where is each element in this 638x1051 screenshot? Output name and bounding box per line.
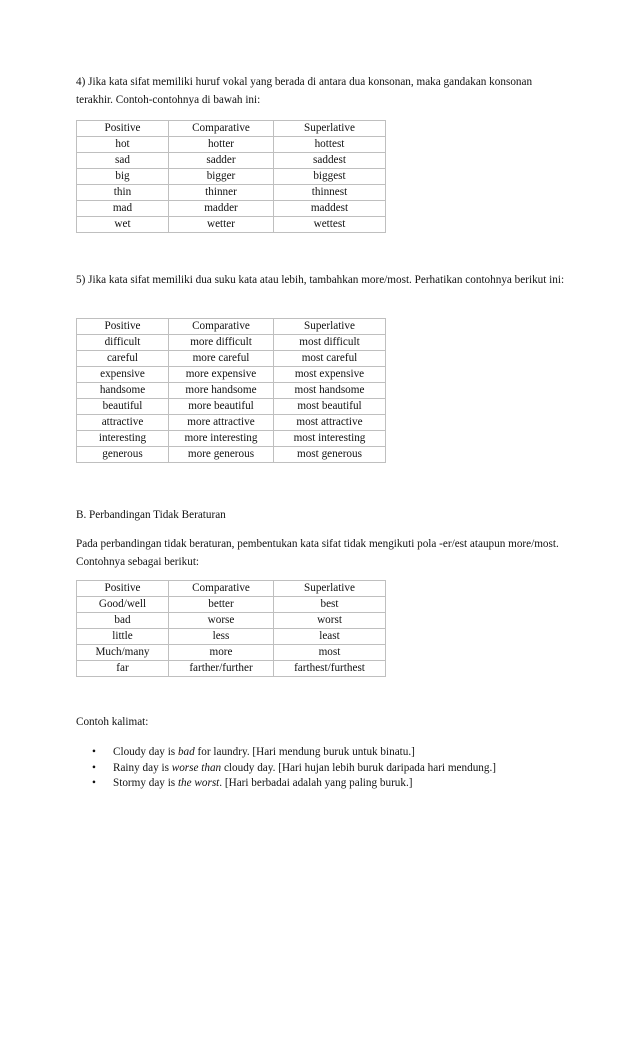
cell-comparative: more interesting <box>169 431 274 447</box>
header-superlative: Superlative <box>274 121 386 137</box>
table-row <box>77 335 386 351</box>
bullet-icon: • <box>92 777 96 789</box>
cell-comparative: more careful <box>169 351 274 367</box>
sentence-part: . [Hari berbadai adalah yang paling buruk.] <box>219 777 413 789</box>
cell-positive: big <box>77 169 169 185</box>
header-superlative: Superlative <box>274 581 386 597</box>
sentence-part: Rainy day is <box>113 761 172 774</box>
cell-positive: Good/well <box>77 597 169 613</box>
cell-positive: hot <box>77 137 169 153</box>
cell-positive: far <box>77 661 169 677</box>
table-row <box>77 153 386 169</box>
cell-positive: bad <box>77 613 169 629</box>
header-positive: Positive <box>77 581 169 597</box>
sentence-emphasis: the worst <box>177 777 220 789</box>
cell-comparative: more difficult <box>169 335 274 351</box>
cell-positive: handsome <box>77 383 169 399</box>
cell-positive: generous <box>77 447 169 463</box>
list-item <box>76 776 576 792</box>
cell-superlative: farthest/furthest <box>274 661 386 677</box>
cell-superlative: wettest <box>274 217 386 233</box>
sentence-part: for laundry. [Hari mendung buruk untuk binatu.] <box>194 746 415 758</box>
cell-comparative: wetter <box>169 217 274 233</box>
cell-superlative: best <box>274 597 386 613</box>
table-row <box>77 137 386 153</box>
cell-superlative: saddest <box>274 153 386 169</box>
table-header-row <box>77 581 386 597</box>
cell-superlative: least <box>274 629 386 645</box>
cell-comparative: more attractive <box>169 415 274 431</box>
cell-comparative: hotter <box>169 137 274 153</box>
section-b-paragraph: Pada perbandingan tidak beraturan, pembentukan kata sifat tidak mengikuti pola -er/est ataupun more/most. Contohnya sebagai berikut: <box>76 538 559 568</box>
cell-comparative: better <box>169 597 274 613</box>
table-more-most <box>76 318 386 463</box>
table-row <box>77 399 386 415</box>
cell-comparative: more expensive <box>169 367 274 383</box>
table-header-row <box>77 121 386 137</box>
bullet-icon: • <box>92 761 96 774</box>
cell-comparative: bigger <box>169 169 274 185</box>
cell-positive: attractive <box>77 415 169 431</box>
cell-positive: thin <box>77 185 169 201</box>
cell-positive: Much/many <box>77 645 169 661</box>
table-row <box>77 415 386 431</box>
cell-comparative: thinner <box>169 185 274 201</box>
section-b-heading: B. Perbandingan Tidak Beraturan <box>76 509 226 521</box>
sentence-part: Cloudy day is <box>113 746 178 758</box>
cell-superlative: hottest <box>274 137 386 153</box>
section-4-paragraph: 4) Jika kata sifat memiliki huruf vokal yang berada di antara dua konsonan, maka gandakan konsonan terakhir. Contoh-contohnya di bawah ini: <box>76 76 533 106</box>
cell-comparative: more handsome <box>169 383 274 399</box>
example-sentences-list <box>76 745 576 792</box>
cell-positive: wet <box>77 217 169 233</box>
cell-positive: interesting <box>77 431 169 447</box>
cell-positive: careful <box>77 351 169 367</box>
cell-positive: expensive <box>77 367 169 383</box>
cell-superlative: worst <box>274 613 386 629</box>
header-comparative: Comparative <box>169 121 274 137</box>
cell-superlative: maddest <box>274 201 386 217</box>
cell-superlative: most difficult <box>274 335 386 351</box>
cell-superlative: most expensive <box>274 367 386 383</box>
table-row <box>77 597 386 613</box>
cell-superlative: most interesting <box>274 431 386 447</box>
cell-superlative: most beautiful <box>274 399 386 415</box>
table-row <box>77 169 386 185</box>
table-row <box>77 613 386 629</box>
cell-comparative: sadder <box>169 153 274 169</box>
cell-comparative: less <box>169 629 274 645</box>
examples-heading: Contoh kalimat: <box>76 716 149 728</box>
table-row <box>77 629 386 645</box>
section-5-paragraph: 5) Jika kata sifat memiliki dua suku kata atau lebih, tambahkan more/most. Perhatikan contohnya berikut ini: <box>76 274 565 286</box>
cell-superlative: thinnest <box>274 185 386 201</box>
table-irregular <box>76 580 386 677</box>
cell-comparative: more <box>169 645 274 661</box>
table-row <box>77 645 386 661</box>
header-superlative: Superlative <box>274 319 386 335</box>
header-comparative: Comparative <box>169 319 274 335</box>
sentence-part: cloudy day. [Hari hujan lebih buruk daripada hari mendung.] <box>221 761 496 774</box>
table-row <box>77 383 386 399</box>
cell-positive: sad <box>77 153 169 169</box>
cell-superlative: most handsome <box>274 383 386 399</box>
cell-superlative: most careful <box>274 351 386 367</box>
table-row <box>77 447 386 463</box>
cell-superlative: most attractive <box>274 415 386 431</box>
cell-superlative: most <box>274 645 386 661</box>
cell-comparative: madder <box>169 201 274 217</box>
table-double-consonant <box>76 120 386 233</box>
header-positive: Positive <box>77 319 169 335</box>
cell-superlative: biggest <box>274 169 386 185</box>
table-row <box>77 351 386 367</box>
sentence-emphasis: worse than <box>171 761 222 774</box>
cell-comparative: worse <box>169 613 274 629</box>
sentence-emphasis: bad <box>177 746 195 758</box>
list-item <box>76 761 576 777</box>
cell-positive: mad <box>77 201 169 217</box>
table-row <box>77 201 386 217</box>
table-row <box>77 217 386 233</box>
header-positive: Positive <box>77 121 169 137</box>
cell-comparative: more beautiful <box>169 399 274 415</box>
table-row <box>77 185 386 201</box>
table-row <box>77 661 386 677</box>
list-item <box>76 745 576 761</box>
cell-superlative: most generous <box>274 447 386 463</box>
table-row <box>77 367 386 383</box>
header-comparative: Comparative <box>169 581 274 597</box>
sentence-part: Stormy day is <box>113 777 178 789</box>
bullet-icon: • <box>92 746 96 758</box>
cell-comparative: farther/further <box>169 661 274 677</box>
table-row <box>77 431 386 447</box>
cell-comparative: more generous <box>169 447 274 463</box>
table-header-row <box>77 319 386 335</box>
cell-positive: little <box>77 629 169 645</box>
cell-positive: beautiful <box>77 399 169 415</box>
cell-positive: difficult <box>77 335 169 351</box>
